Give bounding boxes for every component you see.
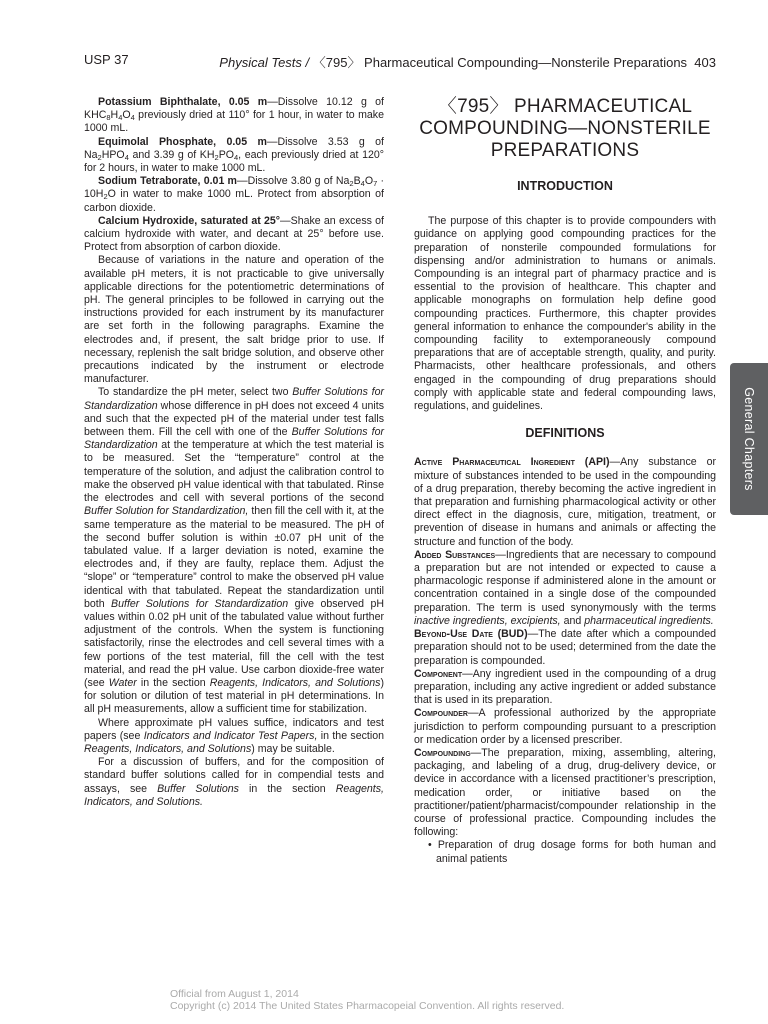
reagent-name: Equimolal Phosphate, 0.05 m — [98, 135, 267, 148]
text-run: in the section — [317, 729, 384, 742]
text-run: in the section — [238, 782, 336, 795]
chapter-title-line: 〈795〉 PHARMACEUTICAL — [437, 96, 693, 117]
cross-reference: Buffer Solutions for Standardization — [84, 386, 385, 412]
subscript: 2 — [349, 179, 354, 189]
cross-reference: Reagents, Indicators, and Solutions. — [84, 782, 384, 808]
definition-text: inactive ingredients, excipients, — [414, 614, 561, 627]
definition-text: —Ingredients that are necessary to compound a preparation but are not intended or expected to cause a pharmacologic response if administered alone in the amount or concentration contained in a single dose of the compounded preparation. The term is used synonymously with the terms — [414, 548, 716, 614]
text-run: For a discussion of buffers, and for the composition of standard buffer solutions called for in compendial tests and assays, see — [84, 756, 384, 795]
cross-reference: Buffer Solution for Standardization, — [84, 505, 249, 518]
subscript: 4 — [360, 179, 365, 189]
sodium-tetraborate-entry — [84, 175, 384, 215]
paragraph-buffers — [84, 756, 384, 809]
paragraph-approximate-ph — [84, 717, 384, 757]
cross-reference: Buffer Solutions — [157, 782, 239, 795]
subscript: 4 — [124, 152, 129, 162]
text-run: give observed pH values within 0.02 pH unit of the tabulated value without further adjustment of the controls. When the system is functioning satisfactorily, rinse the electrodes and cell several times with a few portions of the test material, fill the cell with the test material, and read the pH value. Use carbon dioxide-free water (see — [84, 597, 384, 689]
introduction-heading: INTRODUCTION — [517, 179, 613, 193]
text-run: in the section — [136, 676, 210, 689]
text-run: whose difference in pH does not exceed 4 units and such that the expected pH of the material under test falls between them. Fill the cell with one of the — [84, 399, 384, 439]
page-number: 403 — [694, 55, 716, 70]
text-run: HPO — [101, 148, 125, 161]
definition-term: Beyond-Use Date (BUD) — [414, 628, 528, 641]
subscript: 4 — [234, 152, 239, 162]
text-run: PO — [218, 148, 234, 161]
cross-reference: Buffer Solutions for Standardization — [84, 426, 384, 452]
text-run: Where approximate pH values suffice, indicators and test papers (see — [84, 716, 384, 742]
cross-reference: Buffer Solutions for Standardization — [111, 597, 289, 610]
text-run: O — [364, 175, 374, 188]
footer-line: Official from August 1, 2014 — [170, 988, 299, 1000]
text-run: then fill the cell with it, at the same temperature as the material to be measured. The pH of the second buffer solution is within ±0.07 pH unit of the tabulated value. If a larger deviation is noted, examine the electrodes and, if they are faulty, replace them. Adjust the “slope” or “temperature” control to make the observed pH value identical with that tabulated. Repeat the standardization until both — [84, 505, 384, 610]
definition-text: —The date after which a compounded preparation should not to be used; determined from the date the preparation is compounded. — [414, 628, 716, 667]
running-head-chapter: 〈795〉 Pharmaceutical Compounding—Nonsterile Preparations — [312, 55, 688, 70]
text-run: —Dissolve 3.53 g of Na — [84, 135, 384, 161]
definition-term: Compounding — [414, 746, 471, 759]
definition-api — [414, 456, 716, 548]
definition-component — [414, 668, 716, 708]
definition-added-substances — [414, 549, 716, 628]
definition-text: and — [560, 614, 585, 627]
definition-term: Compounder — [414, 707, 468, 720]
chapter-title — [414, 96, 716, 162]
paragraph-ph-meter-variations: Because of variations in the nature and operation of the available pH meters, it is not practicable to give universally applicable directions for the potentiometric determinations of pH. The general principles to be followed in carrying out the instructions provided for each instrument by its manufacturer are set forth in the following paragraphs. Examine the electrodes and, if present, the salt bridge prior to use. If necessary, replenish the salt bridge solution, and observe other precautions indicated by the instrument or electrode manufacturer. — [84, 254, 384, 386]
footer-line: Copyright (c) 2014 The United States Pharmacopeial Convention. All rights reserved. — [170, 1000, 565, 1012]
text-run: , each previously dried at 120° for 2 hours, in water to make 1000 mL. — [84, 148, 384, 175]
text-run: ) for solution or dilution of test material in pH determinations. In all pH measurements, allow a sufficient time for stabilization. — [84, 676, 384, 716]
reagent-name: Sodium Tetraborate, 0.01 m — [98, 175, 237, 188]
cross-reference: Reagents, Indicators, and Solutions — [209, 676, 381, 689]
text-run: O in water to make 1000 mL. Protect from absorption of carbon dioxide. — [84, 188, 384, 214]
text-run: H — [110, 109, 119, 122]
definition-compounder — [414, 707, 716, 747]
text-run: O — [122, 109, 131, 122]
definition-term: Active Pharmaceutical Ingredient (API) — [414, 456, 610, 469]
text-run: · 10H — [84, 175, 384, 201]
left-column — [84, 96, 384, 809]
subscript: 8 — [106, 113, 111, 123]
definition-term: Added Substances — [414, 548, 496, 561]
text-run: and 3.39 g of KH — [128, 148, 215, 161]
subscript: 4 — [118, 113, 123, 123]
reagent-name: Calcium Hydroxide, saturated at 25° — [98, 214, 281, 227]
text-run: —Dissolve 10.12 g of KHC — [84, 96, 384, 122]
text-run: ) may be suitable. — [251, 742, 335, 755]
copyright-footer — [170, 988, 564, 1012]
equimolal-phosphate-entry — [84, 136, 384, 176]
introduction-paragraph: The purpose of this chapter is to provide compounders with guidance on applying good compounding practices for the preparation of nonsterile compounded formulations for dispensing and/or administration to humans or animals. Compounding is an integral part of pharmacy practice and is essential to the provision of healthcare. This chapter and applicable monographs on formulation help define good compounding practices. Furthermore, this chapter provides general information to enhance the compounder's ability in the compounding facility to extemporaneously compound preparations that are of acceptable strength, quality, and purity. Pharmacists, other healthcare professionals, and others engaged in the compounding of drug preparations should comply with applicable state and federal compounding laws, regulations, and guidelines. — [414, 215, 716, 413]
text-run: at the temperature at which the test material is to be measured. Set the “temperature” control at the temperature of the solution, and adjust the calibration control to make the observed pH value identical with that tabulated. Rinse the electrodes and cell with several portions of the second — [84, 439, 384, 505]
paragraph-standardization — [84, 386, 384, 716]
cross-reference: Water — [108, 676, 137, 689]
subscript: 2 — [97, 152, 102, 162]
text-run: B — [353, 175, 361, 188]
subscript: 2 — [214, 152, 219, 162]
definition-term: Component — [414, 667, 463, 680]
text-run: previously dried at 110° for 1 hour, in water to make 1000 mL. — [84, 109, 384, 135]
definition-text: —Any substance or mixture of substances intended to be used in the compounding of a drug preparation, thereby becoming the active ingredient in that preparation and furnishing pharmacological activity or other direct effect in the diagnosis, cure, mitigation, treatment, or prevention of disease in humans and animals or affecting the structure and function of the body. — [414, 456, 717, 548]
side-tab-label: General Chapters — [742, 387, 756, 491]
reagent-name: Potassium Biphthalate, 0.05 m — [98, 96, 268, 108]
definition-text: —Any ingredient used in the compounding of a drug preparation, including any active ingredient or added substance that is used in its preparation. — [414, 667, 716, 707]
definition-text: —The preparation, mixing, assembling, altering, packaging, and labeling of a drug, drug-delivery device, or device in accordance with a licensed practitioner’s prescription, medication order, or initiative based on the practitioner/patient/pharmacist/compounder relationship in the course of professional practice. Compounding includes the following: — [414, 746, 716, 839]
calcium-hydroxide-entry — [84, 215, 384, 255]
subscript: 7 — [373, 179, 378, 189]
definition-text: —A professional authorized by the appropriate jurisdiction to perform compounding pursuant to a prescription or medication order by a licensed prescriber. — [414, 707, 716, 746]
cross-reference: Indicators and Indicator Test Papers, — [143, 729, 318, 742]
text-run: —Shake an excess of calcium hydroxide with water, and decant at 25° before use. Protect from absorption of carbon dioxide. — [84, 214, 384, 254]
running-head-section: Physical Tests / — [219, 55, 313, 70]
chapter-title-line: COMPOUNDING—NONSTERILE — [419, 118, 711, 139]
list-item: • Preparation of drug dosage forms for both human and animal patients — [428, 839, 716, 865]
chapter-title-line: PREPARATIONS — [490, 140, 640, 161]
section-side-tab — [730, 363, 768, 515]
subscript: 2 — [103, 192, 108, 202]
right-column — [414, 96, 716, 866]
cross-reference: Reagents, Indicators, and Solutions — [84, 742, 252, 755]
running-head-left: USP 37 — [84, 52, 129, 67]
definitions-heading: DEFINITIONS — [525, 426, 605, 441]
definition-compounding — [414, 747, 716, 839]
potassium-biphthalate-entry — [84, 96, 384, 136]
running-head-right — [219, 52, 716, 71]
definition-beyond-use-date — [414, 628, 716, 668]
subscript: 4 — [130, 113, 135, 123]
text-run: —Dissolve 3.80 g of Na — [236, 175, 350, 188]
text-run: To standardize the pH meter, select two — [98, 386, 293, 399]
definition-text: pharmaceutical ingredients. — [584, 614, 714, 627]
